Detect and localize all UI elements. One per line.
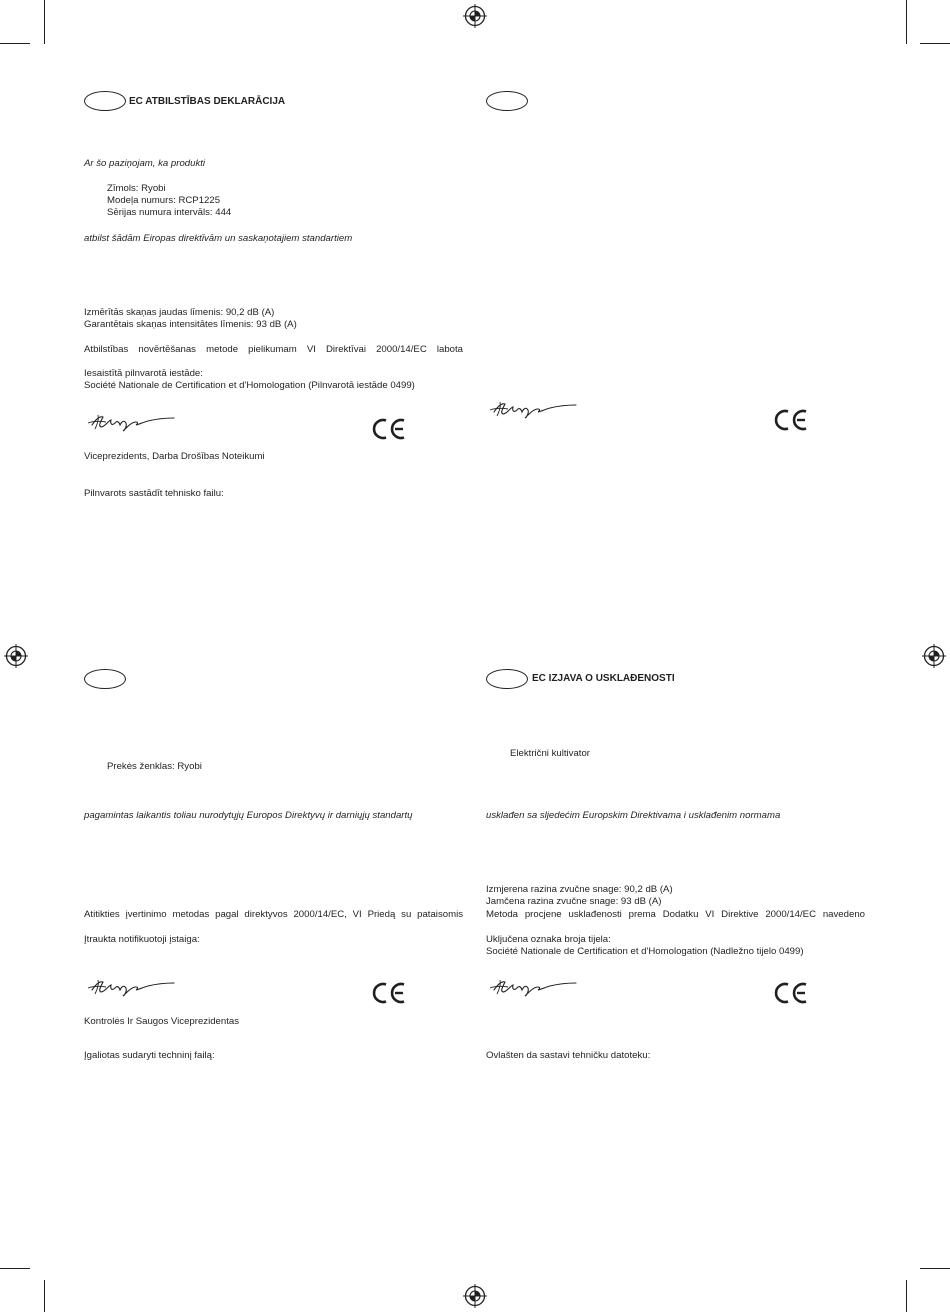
crop-mark bbox=[920, 43, 950, 44]
guaranteed-noise: Jamčena razina zvučne snage: 93 dB (A) bbox=[486, 896, 662, 907]
language-oval-icon bbox=[486, 91, 528, 111]
crop-mark bbox=[44, 0, 45, 44]
product-text: Električni kultivator bbox=[510, 748, 590, 759]
ce-mark-icon bbox=[774, 981, 808, 1005]
signatory-role: Kontrolės Ir Saugos Viceprezidentas bbox=[84, 1016, 240, 1027]
registration-target-icon bbox=[463, 4, 487, 28]
language-oval-icon bbox=[486, 669, 528, 689]
ce-mark-icon bbox=[774, 408, 808, 432]
signature-icon bbox=[86, 976, 176, 998]
notified-body-label: Įtraukta notifikuotoji įstaiga: bbox=[84, 934, 200, 945]
crop-mark bbox=[920, 1268, 950, 1269]
method-text: Atitikties įvertinimo metodas pagal direktyvos 2000/14/EC, VI Priedą su pataisomis bbox=[84, 909, 463, 920]
guaranteed-noise: Garantētais skaņas intensitātes līmenis: 93 dB (A) bbox=[84, 319, 297, 330]
intro-text: Ar šo paziņojam, ka produkti bbox=[84, 158, 206, 169]
serial-text: Sērijas numura intervāls: 444 bbox=[107, 207, 232, 218]
model-text: Modeļa numurs: RCP1225 bbox=[107, 195, 221, 206]
ce-mark-icon bbox=[372, 417, 406, 441]
directives-text: atbilst šādām Eiropas direktīvām un saskaņotajiem standartiem bbox=[84, 233, 353, 244]
technical-file-text: Ovlašten da sastavi tehničku datoteku: bbox=[486, 1050, 651, 1061]
notified-body-name: Société Nationale de Certification et d'Homologation (Pilnvarotā iestāde 0499) bbox=[84, 380, 415, 391]
directives-text: pagamintas laikantis toliau nurodytųjų Europos Direktyvų ir darniųjų standartų bbox=[84, 810, 413, 821]
crop-mark bbox=[906, 1280, 907, 1312]
notified-body-label: Iesaistītā pilnvarotā iestāde: bbox=[84, 368, 203, 379]
registration-target-icon bbox=[4, 644, 28, 668]
directives-text: usklađen sa sljedećim Europskim Direktivama i usklađenim normama bbox=[486, 810, 781, 821]
signature-icon bbox=[488, 976, 578, 998]
crop-mark bbox=[44, 1280, 45, 1312]
crop-mark bbox=[906, 0, 907, 44]
signatory-role: Viceprezidents, Darba Drošības Noteikumi bbox=[84, 451, 265, 462]
brand-text: Prekės ženklas: Ryobi bbox=[107, 761, 202, 772]
technical-file-text: Įgaliotas sudaryti techninį failą: bbox=[84, 1050, 215, 1061]
section-title: EC IZJAVA O USKLAĐENOSTI bbox=[532, 673, 675, 684]
measured-noise: Izmērītās skaņas jaudas līmenis: 90,2 dB (A) bbox=[84, 307, 275, 318]
technical-file-text: Pilnvarots sastādīt tehnisko failu: bbox=[84, 488, 224, 499]
language-oval-icon bbox=[84, 669, 126, 689]
notified-body-name: Société Nationale de Certification et d'Homologation (Nadležno tijelo 0499) bbox=[486, 946, 804, 957]
language-oval-icon bbox=[84, 91, 126, 111]
signature-icon bbox=[86, 411, 176, 433]
signature-icon bbox=[488, 398, 578, 420]
measured-noise: Izmjerena razina zvučne snage: 90,2 dB (A) bbox=[486, 884, 673, 895]
ce-mark-icon bbox=[372, 981, 406, 1005]
registration-target-icon bbox=[922, 644, 946, 668]
method-text: Atbilstības novērtēšanas metode pielikumam VI Direktīvai 2000/14/EC labota bbox=[84, 344, 463, 355]
registration-target-icon bbox=[463, 1284, 487, 1308]
crop-mark bbox=[0, 43, 30, 44]
crop-mark bbox=[0, 1268, 30, 1269]
section-title: EC ATBILSTĪBAS DEKLARĀCIJA bbox=[129, 96, 286, 107]
notified-body-label: Uključena oznaka broja tijela: bbox=[486, 934, 611, 945]
brand-text: Zīmols: Ryobi bbox=[107, 183, 166, 194]
method-text: Metoda procjene usklađenosti prema Dodatku VI Direktive 2000/14/EC navedeno bbox=[486, 909, 865, 920]
